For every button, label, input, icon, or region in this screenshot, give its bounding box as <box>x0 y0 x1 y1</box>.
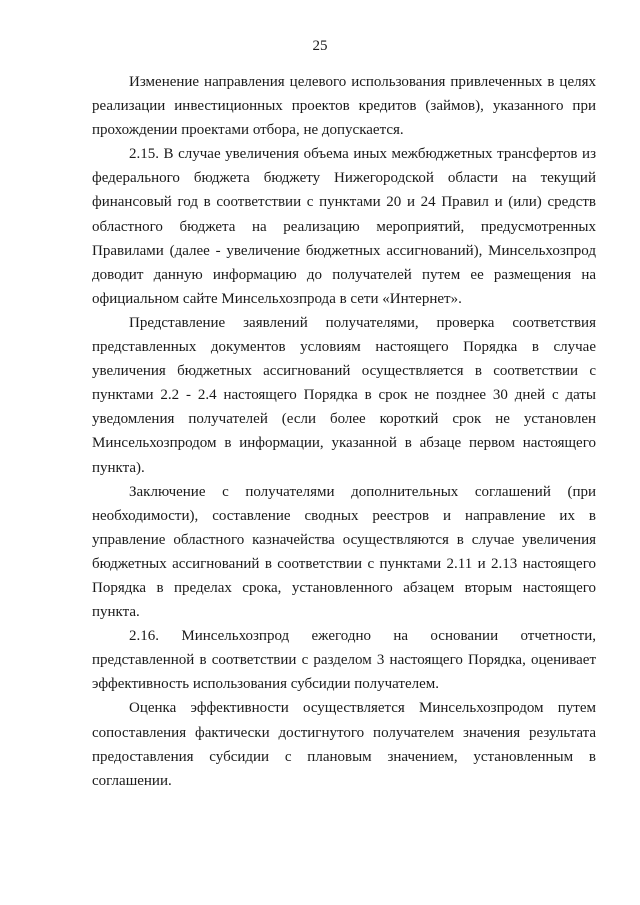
text-line: пунктами 2.2 - 2.4 настоящего Порядка в срок не позднее 30 дней с даты <box>92 387 596 404</box>
text-line: увеличения бюджетных ассигнований осуществляется в соответствии с <box>92 363 596 380</box>
paragraph-target-use <box>92 70 596 142</box>
text-line: пункта. <box>92 604 140 621</box>
document-body <box>92 70 596 793</box>
text-line: 2.16. Минсельхозпрод ежегодно на основании отчетности, <box>129 628 596 645</box>
text-line: официальном сайте Минсельхозпрода в сети «Интернет». <box>92 290 462 307</box>
text-line: Оценка эффективности осуществляется Минсельхозпродом путем <box>129 700 596 717</box>
text-line: управление областного казначейства осуществляются в случае увеличения <box>92 531 596 548</box>
text-line: представленной в соответствии с разделом 3 настоящего Порядка, оценивает <box>92 652 596 669</box>
text-line: необходимости), составление сводных реестров и направление их в <box>92 507 596 524</box>
text-line: эффективность использования субсидии получателем. <box>92 676 439 693</box>
text-line: предоставления субсидии с плановым значением, установленным в <box>92 748 596 765</box>
paragraph-2-16 <box>92 624 596 696</box>
text-line: федерального бюджета бюджету Нижегородской области на текущий <box>92 170 596 187</box>
text-line: Минсельхозпродом в информации, указанной в абзаце первом настоящего <box>92 435 596 452</box>
text-line: сопоставления фактически достигнутого получателем значения результата <box>92 724 596 741</box>
text-line: бюджетных ассигнований в соответствии с пунктами 2.11 и 2.13 настоящего <box>92 555 596 572</box>
text-line: представленных документов условиям настоящего Порядка в случае <box>92 339 596 356</box>
page-number: 25 <box>312 38 328 54</box>
text-line: доводит данную информацию до получателей путем ее размещения на <box>92 266 596 283</box>
text-line: реализации инвестиционных проектов кредитов (займов), указанного при <box>92 98 596 115</box>
text-line: 2.15. В случае увеличения объема иных межбюджетных трансфертов из <box>129 146 596 163</box>
text-line: Представление заявлений получателями, проверка соответствия <box>129 314 596 331</box>
text-line: Правилами (далее - увеличение бюджетных ассигнований), Минсельхозпрод <box>92 242 596 259</box>
text-line: пункта). <box>92 459 145 476</box>
text-line: Изменение направления целевого использования привлеченных в целях <box>129 74 596 90</box>
paragraph-2-15 <box>92 142 596 311</box>
paragraph-applications <box>92 311 596 480</box>
text-line: областного бюджета на реализацию мероприятий, предусмотренных <box>92 218 596 235</box>
text-line: уведомления получателей (если более короткий срок не установлен <box>92 411 596 428</box>
text-line: Заключение с получателями дополнительных соглашений (при <box>129 483 596 500</box>
text-line: соглашении. <box>92 772 172 789</box>
text-line: финансовый год в соответствии с пунктами 20 и 24 Правил и (или) средств <box>92 194 596 211</box>
text-line: прохождении проектами отбора, не допускается. <box>92 122 404 139</box>
text-line: Порядка в пределах срока, установленного абзацем вторым настоящего <box>92 579 596 596</box>
paragraph-efficiency-evaluation <box>92 696 596 792</box>
paragraph-agreements <box>92 480 596 625</box>
